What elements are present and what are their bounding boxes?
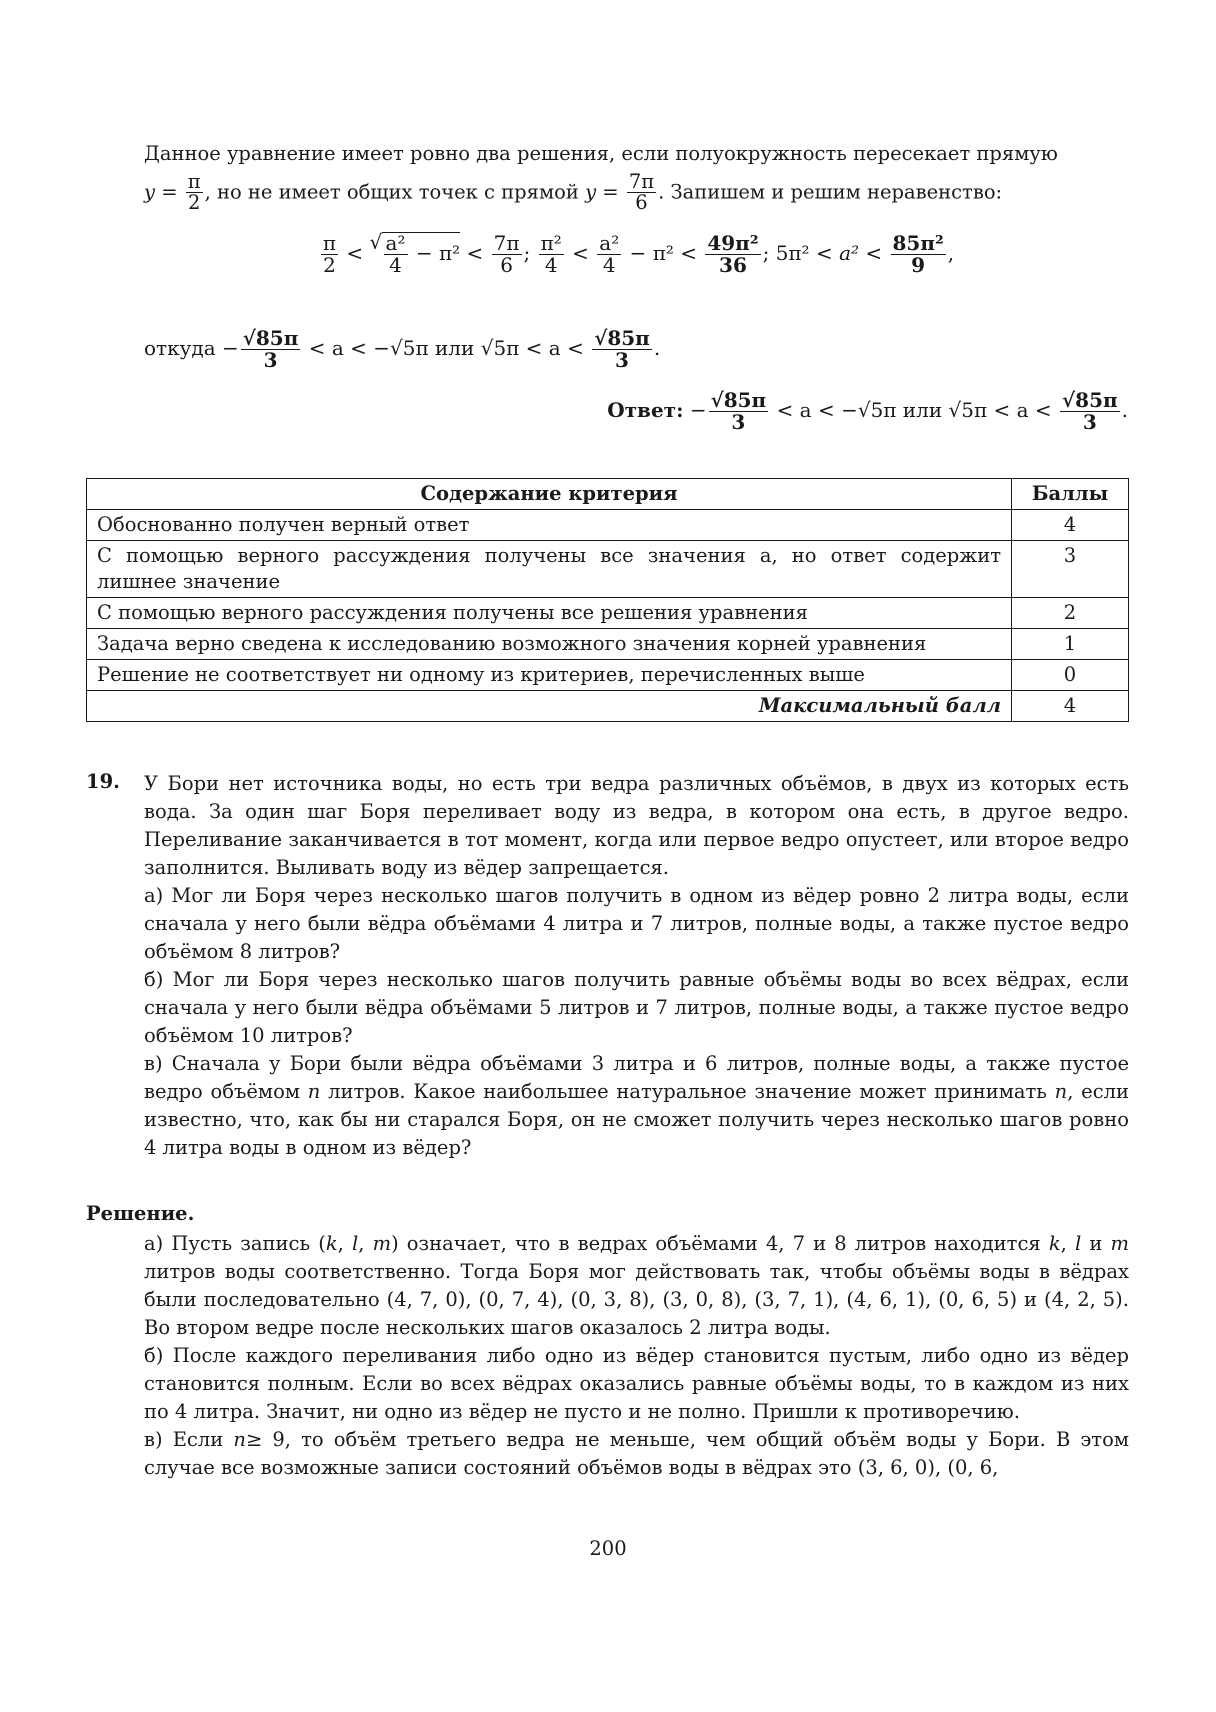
problem-statement: У Бори нет источника воды, но есть три ведра различных объёмов, в двух из которых есть вода. За один шаг Боря переливает воду из ведра, в котором она есть, в другое ведро. Переливание заканчивается в тот момент, когда или первое ведро опустеет, или второе ведро заполнится. Выливать воду из вёдер запрещается. а) Мог ли Боря через несколько шагов получить в одном из вёдер ровно 2 литра воды, если сначала у него были вёдра объёмами 4 литра и 7 литров, полные воды, а также пустое ведро объёмом 8 литров? б) Мог ли Боря через несколько шагов получить равные объёмы воды во всех вёдрах, если сначала у него были вёдра объёмами 5 литров и 7 литров, полные воды, а также пустое ведро объёмом 10 литров? в) Сначала у Бори были вёдра объёмами 3 литра и 6 литров, полные воды, а также пустое ведро объёмом n литров. Какое наибольшее натуральное значение может принимать n, если известно, что, как бы ни старался Боря, он не сможет получить через несколько шагов ровно 4 литра воды в одном из вёдер? [144, 770, 1129, 1162]
table-row: Задача верно сведена к исследованию возможного значения корней уравнения 1 [87, 629, 1129, 660]
answer-line: Ответ: − $\frac{√85\pi}{3}$ < a < −√5π или √5π < a < $\frac{√85\pi}{3}$ . [607, 388, 1128, 434]
intro-line-1: Данное уравнение имеет ровно два решения, если полуокружность пересекает прямую [144, 142, 1058, 165]
fraction-7pi-over-6: $\frac{7\pi}{6}$ [628, 170, 655, 215]
intro-line-2: y = $\frac{\pi}{2}$ , но не имеет общих точек с прямой y = $\frac{7\pi}{6}$ . Запишем и решим неравенство: [144, 170, 1003, 215]
problem-part-b: б) Мог ли Боря через несколько шагов получить равные объёмы воды во всех вёдрах, если сначала у него были вёдра объёмами 5 литров и 7 литров, полные воды, а также пустое ведро объёмом 10 литров? [144, 968, 1129, 1047]
solution-part-c: в) Если n≥ 9, то объём третьего ведра не меньше, чем общий объём воды у Бори. В этом случае все возможные записи состояний объёмов воды в вёдрах это (3, 6, 0), (0, 6, [144, 1428, 1130, 1479]
solution-part-b: б) После каждого переливания либо одно из вёдер становится пустым, либо одно из вёдер становится полным. Если во всех вёдрах оказались равные объёмы воды, то в каждом из них по 4 литра. Значит, ни одно из вёдер не пусто и не полно. Пришли к противоречию. [144, 1344, 1129, 1423]
sqrt-expression: √ $\frac{\text{a²}}{4}$ − π² [370, 232, 461, 276]
intro-paragraph [144, 140, 1129, 214]
table-row: Обоснованно получен верный ответ 4 [87, 510, 1129, 541]
page-number: 200 [589, 1537, 627, 1560]
answer-label: Ответ: [607, 398, 684, 422]
inequality-chain: $\frac{\pi}{2}$ < √ $\frac{\text{a²}}{4}$ − π² < $\frac{7\pi}{6}$ ; $\frac{\text{π²}}{4}$ < $\frac{\text{a²}}{4}$ − π² < $\frac{\text{49π²}}{36}$ ; 5π² < a² < $\frac{\text{85π²}}{9}$ , [144, 232, 1129, 276]
table-max-row: Максимальный балл 4 [87, 691, 1129, 722]
whence-line: откуда − $\frac{√85\pi}{3}$ < a < −√5π или √5π < a < $\frac{√85\pi}{3}$ . [144, 326, 661, 372]
problem-part-a: а) Мог ли Боря через несколько шагов получить в одном из вёдер ровно 2 литра воды, если сначала у него были вёдра объёмами 4 литра и 7 литров, полные воды, а также пустое ведро объёмом 8 литров? [144, 884, 1129, 963]
solution-body [144, 1230, 1129, 1482]
solution-heading: Решение. [86, 1202, 195, 1225]
solution-part-a: а) Пусть запись (k, l, m) означает, что в ведрах объёмами 4, 7 и 8 литров находится k, l и m литров воды соответственно. Тогда Боря мог действовать так, чтобы объёмы воды в вёдрах были последовательно (4, 7, 0), (0, 7, 4), (0, 3, 8), (3, 0, 8), (3, 7, 1), (4, 6, 1), (0, 6, 5) и (4, 2, 5). Во втором ведре после нескольких шагов оказалось 2 литра воды. [144, 1232, 1129, 1339]
table-row: Решение не соответствует ни одному из критериев, перечисленных выше 0 [87, 660, 1129, 691]
header-content: Содержание критерия [87, 479, 1012, 510]
header-points: Баллы [1012, 479, 1129, 510]
problem-number: 19. [86, 770, 120, 793]
fraction-pi-over-2: $\frac{\pi}{2}$ [187, 170, 201, 215]
criteria-table [86, 478, 1129, 722]
table-row: С помощью верного рассуждения получены все решения уравнения 2 [87, 598, 1129, 629]
table-header-row [87, 479, 1129, 510]
problem-part-c: в) Сначала у Бори были вёдра объёмами 3 литра и 6 литров, полные воды, а также пустое ведро объёмом n литров. Какое наибольшее натуральное значение может принимать n, если известно, что, как бы ни старался Боря, он не сможет получить через несколько шагов ровно 4 литра воды в одном из вёдер? [144, 1052, 1130, 1159]
table-row: С помощью верного рассуждения получены все значения a, но ответ содержит лишнее значение 3 [87, 541, 1129, 598]
